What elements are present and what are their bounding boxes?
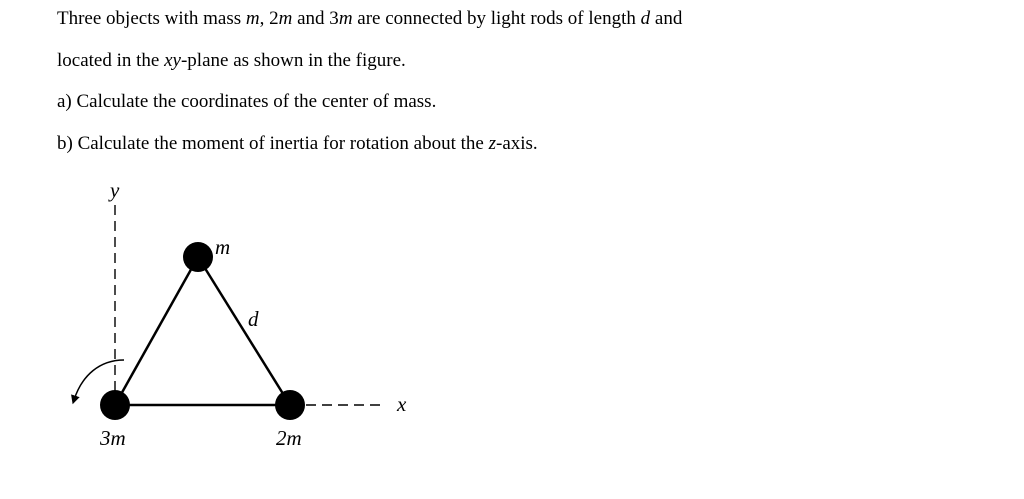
label-d: d [248,307,259,331]
text-segment: , 2 [259,8,279,29]
text-segment: Three objects with mass [57,8,246,29]
var-xy: xy [164,50,181,71]
var-d: d [640,8,651,29]
mass-2m [275,390,305,420]
text-segment: are connected by light rods of length [352,8,641,29]
y-axis-label: y [110,178,120,202]
var-z: z [488,133,496,154]
text-segment: located in the [57,50,165,71]
var-m: m [278,8,293,29]
text-segment: and 3 [292,8,339,29]
rod-left [115,257,198,405]
text-segment: -plane as shown in the figure. [180,50,406,71]
mass-m [183,242,213,272]
text-segment: -axis. [496,133,538,154]
label-m: m [215,235,231,259]
label-2m: 2m [276,426,302,450]
var-m: m [245,8,260,29]
part-a: a) Calculate the coordinates of the center of mass. [57,91,437,112]
label-3m: 3m [100,426,126,450]
text-segment: b) Calculate the moment of inertia for rotation about the [57,133,489,154]
var-m: m [338,8,353,29]
text-segment: and [650,8,683,29]
mass-3m [100,390,130,420]
x-axis-label: x [397,392,407,416]
rod-right [198,257,290,405]
